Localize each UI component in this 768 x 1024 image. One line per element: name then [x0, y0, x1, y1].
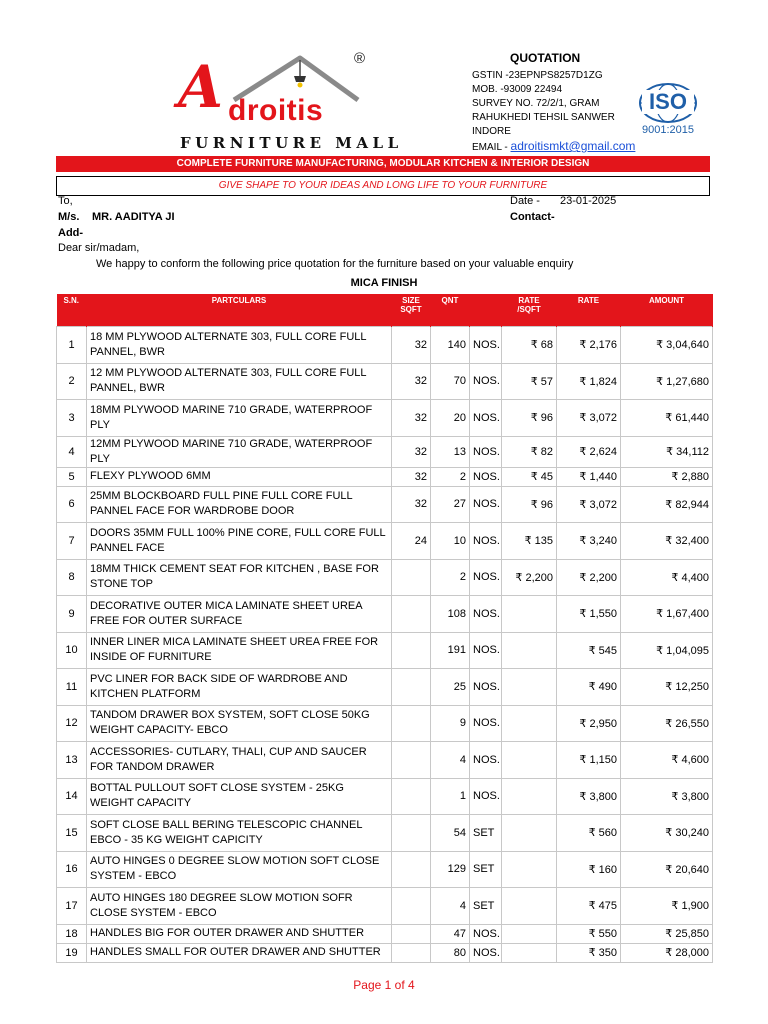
- table-row: [57, 632, 713, 669]
- cell-qty: 10: [431, 523, 470, 560]
- cell-unit: NOS.: [470, 486, 502, 523]
- cell-sn: 16: [57, 851, 87, 888]
- cell-qty: 25: [431, 669, 470, 706]
- table-row: [57, 851, 713, 888]
- cell-amount: ₹ 3,04,640: [621, 327, 713, 364]
- cell-rate: ₹ 1,440: [557, 467, 621, 486]
- table-header-row: [57, 294, 713, 327]
- cell-rate-sqft: ₹ 57: [502, 363, 557, 400]
- cell-unit: NOS.: [470, 742, 502, 779]
- cell-qty: 2: [431, 559, 470, 596]
- cell-amount: ₹ 28,000: [621, 943, 713, 962]
- table-row: [57, 523, 713, 560]
- cell-unit: NOS.: [470, 327, 502, 364]
- header-rate-sqft: RATE /SQFT: [502, 294, 557, 327]
- table-row: [57, 436, 713, 467]
- cell-qty: 108: [431, 596, 470, 633]
- cell-rate: ₹ 545: [557, 632, 621, 669]
- cell-rate-sqft: [502, 632, 557, 669]
- cell-amount: ₹ 32,400: [621, 523, 713, 560]
- cell-qty: 70: [431, 363, 470, 400]
- cell-qty: 9: [431, 705, 470, 742]
- cell-qty: 129: [431, 851, 470, 888]
- cell-size: 32: [392, 400, 431, 437]
- cell-particulars: AUTO HINGES 0 DEGREE SLOW MOTION SOFT CLOSE SYSTEM - EBCO: [87, 851, 392, 888]
- cell-size: [392, 888, 431, 925]
- cell-particulars: 12MM PLYWOOD MARINE 710 GRADE, WATERPROOF PLY: [87, 436, 392, 467]
- table-row: [57, 363, 713, 400]
- cell-size: [392, 632, 431, 669]
- table-row: [57, 327, 713, 364]
- logo-wordmark: droitis: [228, 94, 324, 127]
- cell-amount: ₹ 34,112: [621, 436, 713, 467]
- cell-unit: NOS.: [470, 559, 502, 596]
- cell-rate: ₹ 160: [557, 851, 621, 888]
- cell-size: 24: [392, 523, 431, 560]
- logo-letter: A: [178, 53, 224, 121]
- cell-rate-sqft: [502, 924, 557, 943]
- cell-sn: 15: [57, 815, 87, 852]
- cell-rate-sqft: ₹ 135: [502, 523, 557, 560]
- page-number: Page 1 of 4: [353, 978, 415, 992]
- greeting: Dear sir/madam,: [58, 242, 140, 254]
- address-line-1: SURVEY NO. 72/2/1, GRAM: [472, 98, 600, 109]
- email-label: EMAIL -: [472, 142, 508, 153]
- cell-amount: ₹ 4,400: [621, 559, 713, 596]
- cell-unit: NOS.: [470, 436, 502, 467]
- cell-rate: ₹ 475: [557, 888, 621, 925]
- cell-size: [392, 742, 431, 779]
- cell-size: [392, 924, 431, 943]
- cell-amount: ₹ 20,640: [621, 851, 713, 888]
- document-title: QUOTATION: [510, 51, 581, 65]
- cell-qty: 20: [431, 400, 470, 437]
- cell-unit: NOS.: [470, 467, 502, 486]
- cell-rate: ₹ 490: [557, 669, 621, 706]
- cell-amount: ₹ 82,944: [621, 486, 713, 523]
- email-link[interactable]: adroitismkt@gmail.com: [510, 139, 636, 153]
- header-amount: AMOUNT: [621, 294, 713, 327]
- cell-rate: ₹ 3,072: [557, 400, 621, 437]
- cell-amount: ₹ 12,250: [621, 669, 713, 706]
- cell-rate: ₹ 550: [557, 924, 621, 943]
- cell-rate-sqft: [502, 778, 557, 815]
- cell-sn: 10: [57, 632, 87, 669]
- table-row: [57, 742, 713, 779]
- cell-rate: ₹ 560: [557, 815, 621, 852]
- cell-particulars: ACCESSORIES- CUTLARY, THALI, CUP AND SAUCER FOR TANDOM DRAWER: [87, 742, 392, 779]
- cell-sn: 3: [57, 400, 87, 437]
- cell-amount: ₹ 61,440: [621, 400, 713, 437]
- table-row: [57, 596, 713, 633]
- cell-sn: 14: [57, 778, 87, 815]
- table-row: [57, 705, 713, 742]
- registered-mark: ®: [354, 50, 366, 67]
- table-row: [57, 467, 713, 486]
- cell-unit: NOS.: [470, 523, 502, 560]
- contact-label: Contact-: [510, 211, 555, 223]
- header-unit: [470, 294, 502, 327]
- cell-particulars: HANDLES BIG FOR OUTER DRAWER AND SHUTTER: [87, 924, 392, 943]
- cell-amount: ₹ 1,27,680: [621, 363, 713, 400]
- cell-rate-sqft: [502, 815, 557, 852]
- cell-sn: 11: [57, 669, 87, 706]
- cell-particulars: TANDOM DRAWER BOX SYSTEM, SOFT CLOSE 50KG WEIGHT CAPACITY- EBCO: [87, 705, 392, 742]
- cell-unit: NOS.: [470, 596, 502, 633]
- cell-rate-sqft: ₹ 96: [502, 400, 557, 437]
- header-sn: S.N.: [57, 294, 87, 327]
- table-row: [57, 486, 713, 523]
- cell-rate-sqft: ₹ 45: [502, 467, 557, 486]
- cell-size: [392, 778, 431, 815]
- cell-qty: 27: [431, 486, 470, 523]
- cell-qty: 4: [431, 888, 470, 925]
- table-row: [57, 943, 713, 962]
- cell-rate-sqft: [502, 669, 557, 706]
- cell-qty: 54: [431, 815, 470, 852]
- cell-unit: NOS.: [470, 778, 502, 815]
- tagline-boxed-banner: GIVE SHAPE TO YOUR IDEAS AND LONG LIFE TO YOUR FURNITURE: [56, 176, 710, 196]
- cell-size: 32: [392, 436, 431, 467]
- logo-subtitle: FURNITURE MALL: [180, 134, 403, 152]
- table-row: [57, 400, 713, 437]
- cell-rate-sqft: [502, 851, 557, 888]
- cell-rate: ₹ 3,800: [557, 778, 621, 815]
- cell-rate: ₹ 350: [557, 943, 621, 962]
- cell-unit: SET: [470, 815, 502, 852]
- cell-sn: 1: [57, 327, 87, 364]
- cell-qty: 1: [431, 778, 470, 815]
- cell-qty: 13: [431, 436, 470, 467]
- table-row: [57, 924, 713, 943]
- cell-size: [392, 815, 431, 852]
- cell-amount: ₹ 26,550: [621, 705, 713, 742]
- cell-amount: ₹ 1,04,095: [621, 632, 713, 669]
- cell-particulars: 18MM THICK CEMENT SEAT FOR KITCHEN , BASE FOR STONE TOP: [87, 559, 392, 596]
- quotation-date: 23-01-2025: [560, 195, 617, 207]
- email-row: [472, 139, 635, 155]
- address-line-2: RAHUKHEDI TEHSIL SANWER: [472, 112, 615, 123]
- tagline-red-banner: COMPLETE FURNITURE MANUFACTURING, MODULAR KITCHEN & INTERIOR DESIGN: [56, 156, 710, 172]
- cell-unit: SET: [470, 888, 502, 925]
- customer-name: MR. AADITYA JI: [92, 211, 175, 223]
- cell-particulars: AUTO HINGES 180 DEGREE SLOW MOTION SOFR CLOSE SYSTEM - EBCO: [87, 888, 392, 925]
- cell-sn: 13: [57, 742, 87, 779]
- cell-size: 32: [392, 467, 431, 486]
- section-title: MICA FINISH: [350, 277, 418, 289]
- cell-sn: 18: [57, 924, 87, 943]
- cell-amount: ₹ 1,900: [621, 888, 713, 925]
- cell-particulars: PVC LINER FOR BACK SIDE OF WARDROBE AND KITCHEN PLATFORM: [87, 669, 392, 706]
- cell-amount: ₹ 3,800: [621, 778, 713, 815]
- cell-particulars: HANDLES SMALL FOR OUTER DRAWER AND SHUTTER: [87, 943, 392, 962]
- cell-particulars: DECORATIVE OUTER MICA LAMINATE SHEET UREA FREE FOR OUTER SURFACE: [87, 596, 392, 633]
- cell-rate: ₹ 3,072: [557, 486, 621, 523]
- cell-particulars: 25MM BLOCKBOARD FULL PINE FULL CORE FULL PANNEL FACE FOR WARDROBE DOOR: [87, 486, 392, 523]
- cell-qty: 80: [431, 943, 470, 962]
- iso-text: ISO: [642, 90, 694, 114]
- cell-sn: 7: [57, 523, 87, 560]
- ms-label: M/s.: [58, 211, 80, 223]
- cell-sn: 4: [57, 436, 87, 467]
- cell-unit: SET: [470, 851, 502, 888]
- cell-sn: 2: [57, 363, 87, 400]
- cell-rate: ₹ 1,150: [557, 742, 621, 779]
- cell-sn: 8: [57, 559, 87, 596]
- cell-rate-sqft: ₹ 68: [502, 327, 557, 364]
- cell-amount: ₹ 1,67,400: [621, 596, 713, 633]
- cell-size: 32: [392, 363, 431, 400]
- cell-particulars: INNER LINER MICA LAMINATE SHEET UREA FREE FOR INSIDE OF FURNITURE: [87, 632, 392, 669]
- table-row: [57, 778, 713, 815]
- cell-rate: ₹ 2,200: [557, 559, 621, 596]
- cell-sn: 19: [57, 943, 87, 962]
- cell-rate-sqft: [502, 742, 557, 779]
- table-row: [57, 815, 713, 852]
- cell-qty: 191: [431, 632, 470, 669]
- cell-rate-sqft: [502, 596, 557, 633]
- cell-size: 32: [392, 486, 431, 523]
- cell-particulars: FLEXY PLYWOOD 6MM: [87, 467, 392, 486]
- cell-sn: 5: [57, 467, 87, 486]
- quotation-table: [56, 294, 713, 963]
- cell-unit: NOS.: [470, 363, 502, 400]
- cell-particulars: 12 MM PLYWOOD ALTERNATE 303, FULL CORE FULL PANNEL, BWR: [87, 363, 392, 400]
- cell-rate-sqft: ₹ 2,200: [502, 559, 557, 596]
- cell-particulars: DOORS 35MM FULL 100% PINE CORE, FULL CORE FULL PANNEL FACE: [87, 523, 392, 560]
- date-label: Date -: [510, 195, 540, 207]
- cell-unit: NOS.: [470, 669, 502, 706]
- cell-size: [392, 559, 431, 596]
- iso-number: 9001:2015: [642, 124, 694, 136]
- cell-rate-sqft: ₹ 82: [502, 436, 557, 467]
- address-label: Add-: [58, 227, 84, 239]
- cell-sn: 6: [57, 486, 87, 523]
- table-row: [57, 888, 713, 925]
- cell-amount: ₹ 25,850: [621, 924, 713, 943]
- cell-unit: NOS.: [470, 400, 502, 437]
- cell-rate: ₹ 2,624: [557, 436, 621, 467]
- cell-size: 32: [392, 327, 431, 364]
- cell-rate-sqft: ₹ 96: [502, 486, 557, 523]
- cell-rate-sqft: [502, 705, 557, 742]
- cell-size: [392, 943, 431, 962]
- cell-unit: NOS.: [470, 943, 502, 962]
- cell-sn: 12: [57, 705, 87, 742]
- cell-sn: 17: [57, 888, 87, 925]
- cell-qty: 2: [431, 467, 470, 486]
- to-label: To,: [58, 195, 73, 207]
- cell-rate: ₹ 1,824: [557, 363, 621, 400]
- cell-rate-sqft: [502, 888, 557, 925]
- header-rate: RATE: [557, 294, 621, 327]
- header-particulars: PARTCULARS: [87, 294, 392, 327]
- cell-rate: ₹ 2,950: [557, 705, 621, 742]
- cell-qty: 4: [431, 742, 470, 779]
- cell-qty: 47: [431, 924, 470, 943]
- iso-badge: [636, 82, 700, 138]
- cell-size: [392, 596, 431, 633]
- cell-unit: NOS.: [470, 705, 502, 742]
- cell-size: [392, 851, 431, 888]
- cell-amount: ₹ 30,240: [621, 815, 713, 852]
- cell-rate: ₹ 1,550: [557, 596, 621, 633]
- header-qnt: QNT: [431, 294, 470, 327]
- cell-unit: NOS.: [470, 924, 502, 943]
- cell-amount: ₹ 4,600: [621, 742, 713, 779]
- table-row: [57, 669, 713, 706]
- gstin: GSTIN -23EPNPS8257D1ZG: [472, 70, 603, 81]
- cell-particulars: SOFT CLOSE BALL BERING TELESCOPIC CHANNEL EBCO - 35 KG WEIGHT CAPICITY: [87, 815, 392, 852]
- intro-text: We happy to conform the following price quotation for the furniture based on your valuable enquiry: [96, 258, 574, 270]
- cell-particulars: BOTTAL PULLOUT SOFT CLOSE SYSTEM - 25KG WEIGHT CAPACITY: [87, 778, 392, 815]
- cell-rate: ₹ 3,240: [557, 523, 621, 560]
- cell-rate: ₹ 2,176: [557, 327, 621, 364]
- cell-particulars: 18 MM PLYWOOD ALTERNATE 303, FULL CORE FULL PANNEL, BWR: [87, 327, 392, 364]
- cell-amount: ₹ 2,880: [621, 467, 713, 486]
- cell-qty: 140: [431, 327, 470, 364]
- address-line-3: INDORE: [472, 126, 511, 137]
- cell-rate-sqft: [502, 943, 557, 962]
- table-row: [57, 559, 713, 596]
- cell-sn: 9: [57, 596, 87, 633]
- cell-size: [392, 669, 431, 706]
- cell-particulars: 18MM PLYWOOD MARINE 710 GRADE, WATERPROOF PLY: [87, 400, 392, 437]
- cell-unit: NOS.: [470, 632, 502, 669]
- cell-size: [392, 705, 431, 742]
- mobile-number: MOB. -93009 22494: [472, 84, 563, 95]
- header-size: SIZE SQFT: [392, 294, 431, 327]
